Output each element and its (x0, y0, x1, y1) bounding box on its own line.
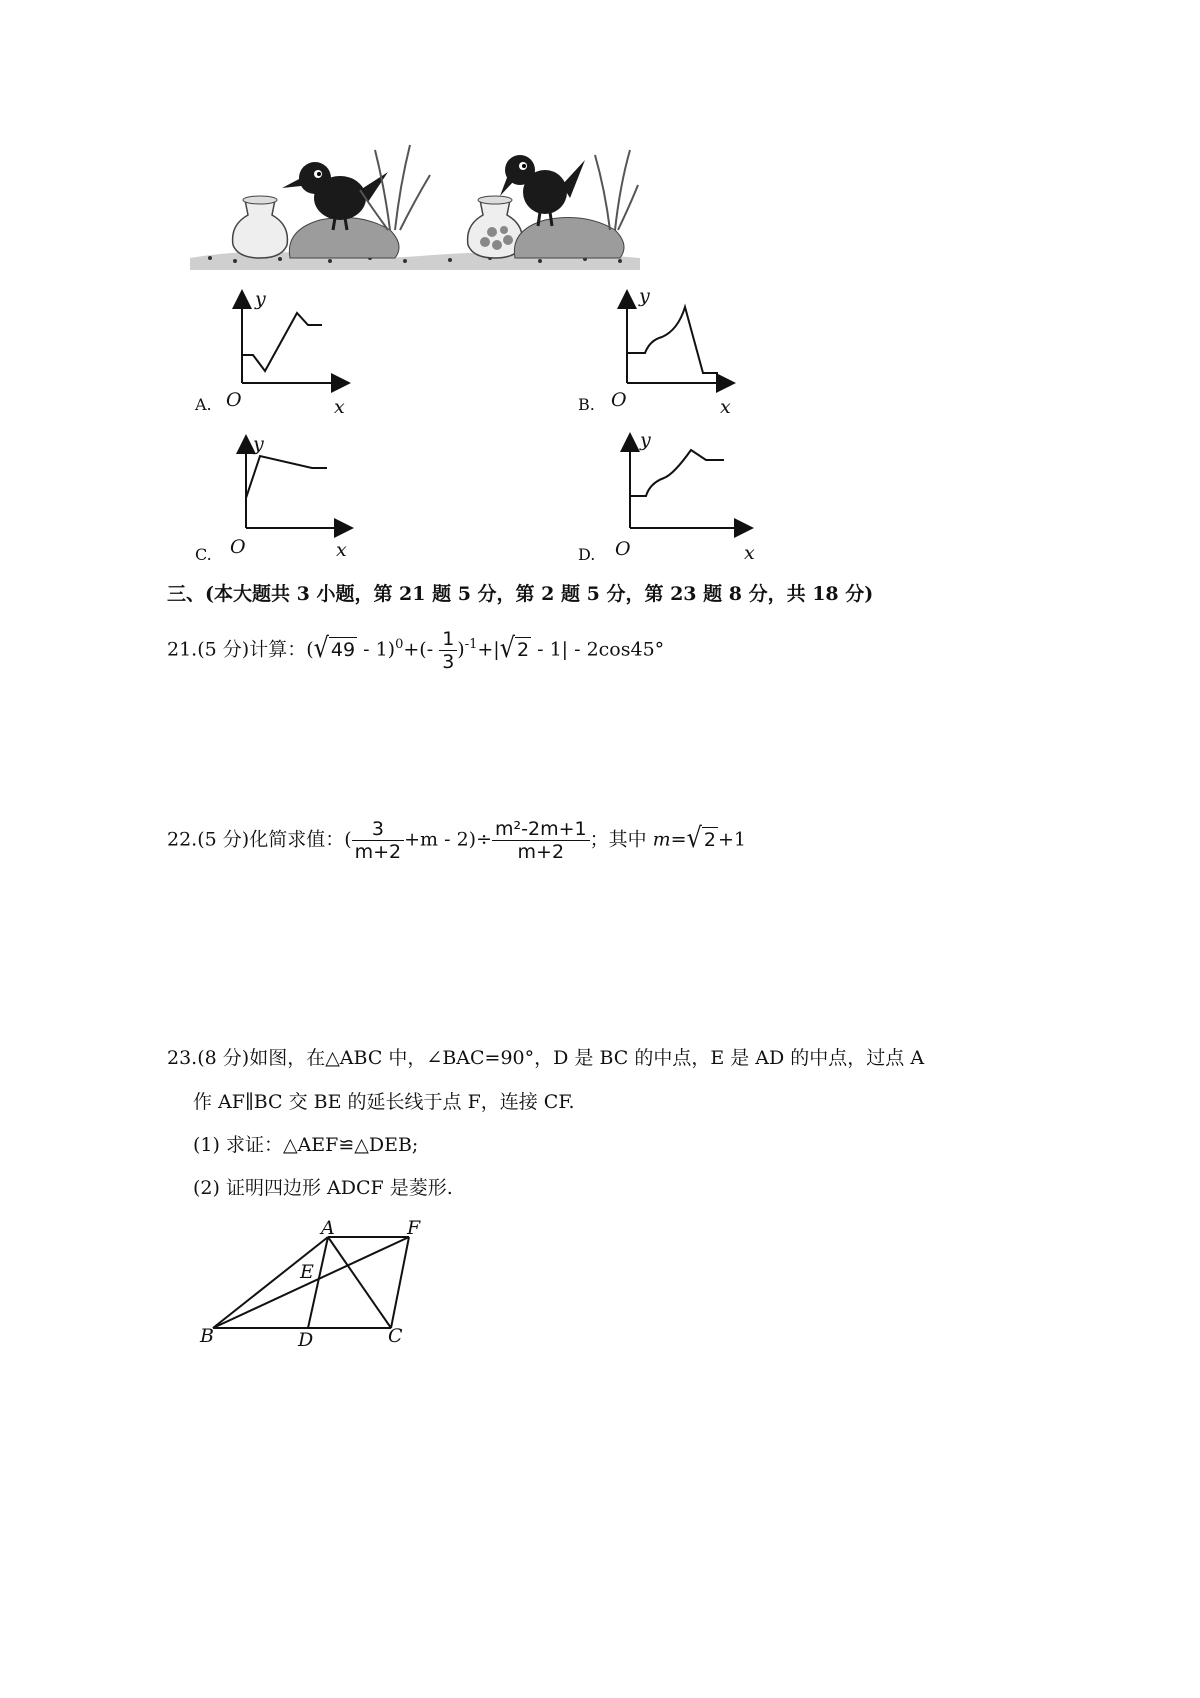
q22-score: (5 分) (197, 828, 250, 851)
option-d-label[interactable]: D. (578, 545, 596, 564)
graph-a-y-label: y (255, 288, 266, 310)
graph-d-x-label: x (744, 542, 755, 564)
q23-number: 23. (167, 1047, 198, 1069)
sqrt-icon: √ (313, 631, 329, 664)
q22 (167, 818, 746, 863)
point-e-label: E (300, 1261, 314, 1283)
q21-part1: - 1) (357, 638, 396, 661)
q21-tail: - 1| - 2cos45° (531, 638, 665, 661)
graph-c-origin-label: O (230, 536, 246, 558)
q21 (167, 628, 664, 673)
point-c-label: C (388, 1325, 403, 1347)
crow-vase-illustration (190, 130, 640, 270)
q22-var: m (652, 828, 671, 851)
graph-b-y-label: y (639, 285, 650, 307)
graph-d-origin-label: O (615, 538, 631, 560)
q22-where: ；其中 (589, 828, 653, 851)
q21-exp0: 0 (395, 637, 404, 653)
q22-number: 22. (167, 828, 198, 851)
segment-fc (391, 1237, 409, 1328)
q23-line1 (167, 1046, 924, 1070)
q21-number: 21. (167, 638, 198, 661)
q22-eq: = (670, 828, 687, 851)
q22-plus: +1 (717, 828, 746, 851)
q21-sqrt2: 2 (517, 638, 530, 661)
q22-mid: +m - 2)÷ (404, 828, 492, 851)
point-a-label: A (321, 1217, 335, 1239)
graph-d-y-label: y (640, 429, 651, 451)
q23-text-line2: 作 AF∥BC 交 BE 的延长线于点 F，连接 CF. (193, 1091, 575, 1113)
q22-f2-den: m+2 (517, 841, 565, 863)
q23-score: (8 分) (197, 1047, 250, 1069)
graph-b-origin-label: O (611, 389, 627, 411)
graph-b-x-label: x (720, 396, 731, 418)
q22-fraction-2 (492, 818, 590, 863)
q21-score: (5 分) (197, 638, 250, 661)
q21-fraction (439, 628, 457, 673)
graph-a-origin-label: O (226, 389, 242, 411)
q22-f2-num: m²-2m+1 (492, 818, 590, 841)
right-crow (500, 155, 585, 226)
q21-exp-neg1: -1 (464, 637, 478, 653)
point-f-label: F (407, 1217, 421, 1239)
q21-plus1: +( (403, 638, 427, 661)
q23-text-line1: 如图，在△ABC 中，∠BAC=90°，D 是 BC 的中点，E 是 AD 的中点，过点 A (249, 1047, 925, 1069)
point-b-label: B (200, 1325, 214, 1347)
q21-neg: - (426, 638, 434, 661)
q22-f1-den: m+2 (354, 841, 402, 863)
left-crow (282, 162, 388, 230)
left-vase (233, 196, 288, 258)
option-c-label[interactable]: C. (195, 545, 212, 564)
q21-frac-num: 1 (439, 628, 457, 651)
q21-frac-den: 3 (442, 651, 455, 673)
point-d-label: D (298, 1329, 314, 1351)
sqrt-icon: √ (686, 821, 702, 854)
option-b-label[interactable]: B. (578, 395, 595, 414)
q21-close: ) (457, 638, 465, 661)
q21-verb: 计算：( (249, 638, 314, 661)
q22-verb: 化简求值：( (249, 828, 352, 851)
sqrt-icon: √ (499, 631, 515, 664)
q22-sqrt-arg: 2 (703, 828, 716, 851)
q21-sqrt-arg: 49 (330, 638, 356, 661)
graph-a-x-label: x (334, 396, 345, 418)
section3-heading: 三、(本大题共 3 小题，第 21 题 5 分，第 2 题 5 分，第 23 题 8 分，共 18 分) (167, 583, 874, 605)
graph-c-y-label: y (253, 433, 264, 455)
q21-plus-abs: +| (477, 638, 500, 661)
q23-part2: (2) 证明四边形 ADCF 是菱形. (193, 1177, 453, 1199)
q22-f1-num: 3 (352, 818, 405, 841)
graph-c-x-label: x (336, 539, 347, 561)
q23-part1: (1) 求证：△AEF≌△DEB; (193, 1134, 419, 1156)
q22-fraction-1 (352, 818, 405, 863)
option-a-label[interactable]: A. (195, 395, 212, 414)
